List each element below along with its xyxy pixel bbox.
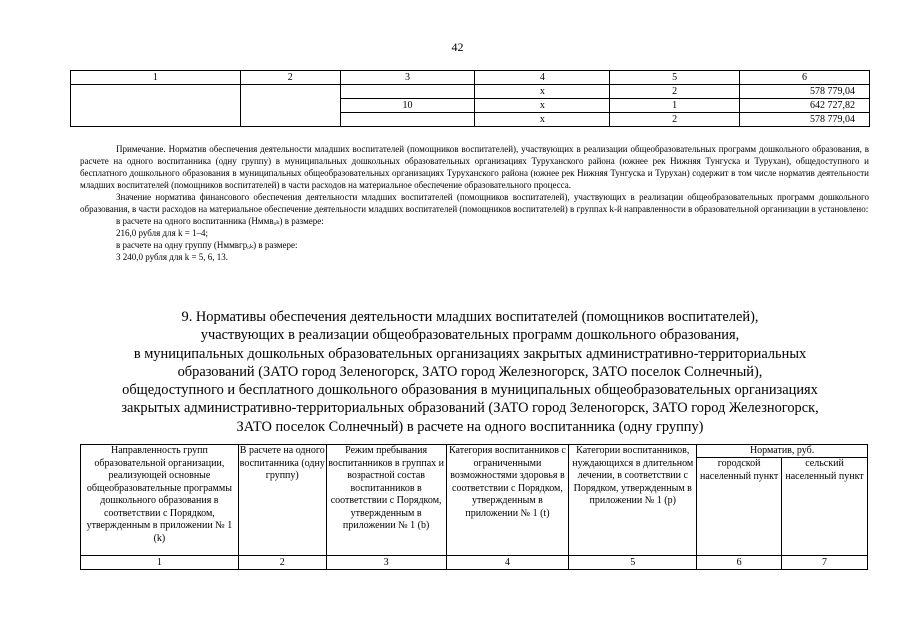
section-title-line: 9. Нормативы обеспечения деятельности младших воспитателей (помощников воспитателей), <box>181 309 759 325</box>
table-cell-empty <box>240 85 340 127</box>
table-header-row <box>81 445 868 458</box>
page-number: 42 <box>451 40 464 54</box>
table-cell: x <box>475 85 610 99</box>
header-urban-settlement: городской населенный пункт <box>697 458 782 556</box>
table-cell-value: 578 779,04 <box>740 113 870 127</box>
column-number: 3 <box>340 71 475 85</box>
section-title-line: ЗАТО поселок Солнечный) в расчете на одного воспитанника (одну группу) <box>236 418 704 435</box>
header-group-direction: Направленность групп образовательной организации, реализующей основные общеобразовательные программы дошкольного образования в соответствии с Порядком, утвержденным в приложении № 1 (k) <box>81 445 239 556</box>
table-cell: x <box>475 113 610 127</box>
table-column-numbers-row <box>81 556 868 570</box>
header-long-treatment-category: Категории воспитанников, нуждающихся в длительном лечении, в соответствии с Порядком, утвержденным в приложении № 1 (p) <box>569 445 697 556</box>
note-line: 3 240,0 рубля для k = 5, 6, 13. <box>116 252 229 262</box>
column-number: 2 <box>238 556 326 570</box>
table-cell: 2 <box>610 85 740 99</box>
note-line: в расчете на одну группу (Нммвгрₒₖ) в размере: <box>116 240 298 250</box>
table-cell: x <box>475 99 610 113</box>
table-cell-empty <box>71 85 241 127</box>
table-cell: 1 <box>610 99 740 113</box>
note-block <box>80 143 869 263</box>
table-cell: 2 <box>610 113 740 127</box>
column-number: 1 <box>71 71 241 85</box>
section-title-line: общедоступного и бесплатного дошкольного образования в муниципальных общеобразовательных организациях <box>122 382 818 399</box>
note-line: в расчете на одного воспитанника (Нммвₒₖ) в размере: <box>116 216 324 226</box>
header-stay-mode: Режим пребывания воспитанников в группах и возрастной состав воспитанников в соответствии с Порядком, утвержденным в приложении № 1 (b) <box>326 445 446 556</box>
column-number: 6 <box>697 556 782 570</box>
column-number: 5 <box>569 556 697 570</box>
column-number: 6 <box>740 71 870 85</box>
zato-norms-table <box>80 444 868 570</box>
section-title-line: в муниципальных дошкольных образовательных организациях закрытых административно-территориальных <box>133 345 807 362</box>
note-line: 216,0 рубля для k = 1–4; <box>116 228 209 238</box>
column-number: 5 <box>610 71 740 85</box>
section-title-line: образований (ЗАТО город Зеленогорск, ЗАТО город Железногорск, ЗАТО поселок Солнечный), <box>177 363 763 380</box>
column-number: 2 <box>240 71 340 85</box>
note-paragraph: Значение норматива финансового обеспечения деятельности младших воспитателей (помощников воспитателей), участвующих в реализации общеобразовательных программ дошкольного образования, в части расходов на материальное обеспечение деятельности младших воспитателей (помощников воспитателей) в группах k-й направленности в образовательной организации в установлено: <box>80 192 869 214</box>
section-title-line: закрытых административно-территориальных образований (ЗАТО город Зеленогорск, ЗАТО город Железногорск, <box>121 400 819 417</box>
column-number: 4 <box>475 71 610 85</box>
table-cell-value: 578 779,04 <box>740 85 870 99</box>
table-header-row <box>71 71 870 85</box>
continued-norms-table <box>70 70 870 127</box>
column-number: 3 <box>326 556 446 570</box>
header-norm: Норматив, руб. <box>697 445 868 458</box>
table-cell <box>340 113 475 127</box>
table-cell-value: 642 727,82 <box>740 99 870 113</box>
column-number: 1 <box>81 556 239 570</box>
header-calculation-basis: В расчете на одного воспитанника (одну группу) <box>238 445 326 556</box>
table-row <box>71 85 870 99</box>
table-cell <box>340 85 475 99</box>
table-cell: 10 <box>340 99 475 113</box>
column-number: 4 <box>446 556 569 570</box>
section-title <box>70 308 870 436</box>
header-rural-settlement: сельский населенный пункт <box>782 458 868 556</box>
note-paragraph: Примечание. Норматив обеспечения деятельности младших воспитателей (помощников воспитателей), участвующих в реализации общеобразовательных программ дошкольного образования, в расчете на одного воспитанника (одну группу) в муниципальных дошкольных образовательных организациях Туруханского района (южнее рек Нижняя Тунгуска и Турухан), общедоступного и бесплатного дошкольного образования в муниципальных общеобразовательных организациях Туруханского района (южнее рек Нижняя Тунгуска и Турухан) содержит в том числе норматив деятельности младших воспитателей (помощников воспитателей) в части расходов на материальное обеспечение образовательного процесса. <box>80 144 869 190</box>
section-title-line: участвующих в реализации общеобразовательных программ дошкольного образования, <box>200 327 740 344</box>
column-number: 7 <box>782 556 868 570</box>
header-disability-category: Категория воспитанников с ограниченными возможностями здоровья в соответствии с Порядком, утвержденным в приложении № 1 (t) <box>446 445 569 556</box>
